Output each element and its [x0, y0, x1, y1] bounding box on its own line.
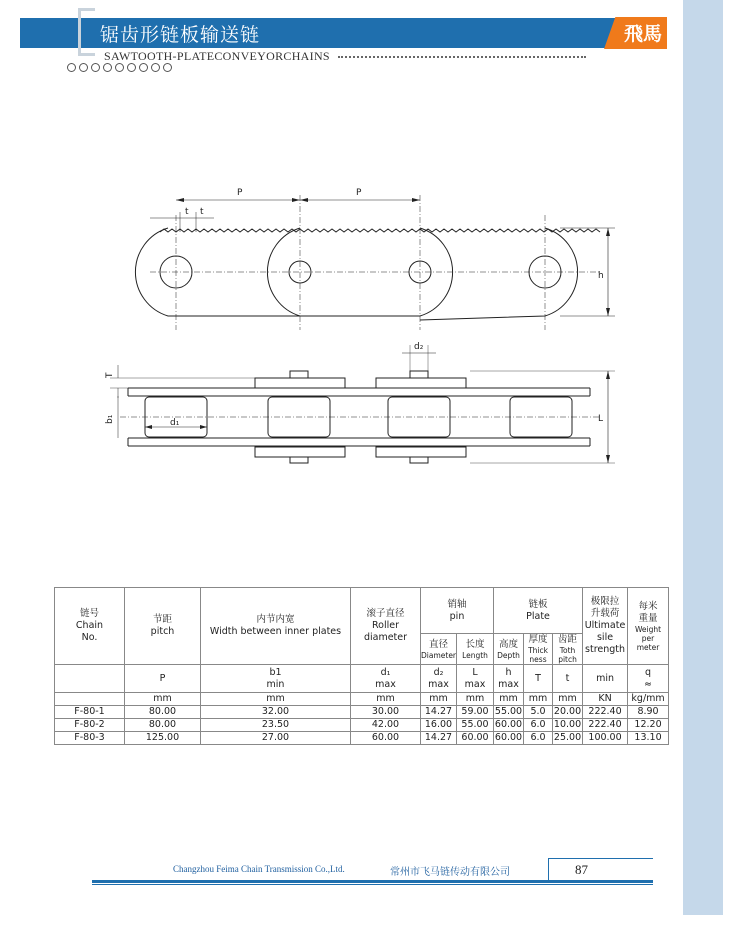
plate-depth-header: 高度 Depth: [494, 634, 524, 665]
table-row: F-80-3 125.00 27.00 60.00 14.27 60.00 60.00 6.0 25.00 100.00 13.10: [55, 732, 669, 745]
outer-plate-bottom: [376, 447, 466, 457]
top-view: [105, 342, 615, 463]
chain-no-header: 链号 Chain No.: [55, 588, 125, 665]
pin-head: [290, 457, 308, 463]
sawtooth-edge: [160, 229, 600, 232]
unit-cell: mm: [351, 693, 421, 706]
depth-label: h: [598, 271, 604, 281]
pin-length-label: L: [598, 414, 604, 424]
symbol-cell: [55, 665, 125, 693]
page-subtitle: SAWTOOTH-PLATECONVEYORCHAINS: [104, 49, 330, 63]
strength-header: 极限拉 升载荷 Ultimate sile strength: [583, 588, 628, 665]
symbol-cell: d₁ max: [351, 665, 421, 693]
unit-cell: mm: [421, 693, 457, 706]
symbol-cell: d₂ max: [421, 665, 457, 693]
brand-logo: 飛馬: [624, 23, 663, 45]
symbol-cell: t: [553, 665, 583, 693]
plate-header: 链板 Plate: [494, 588, 583, 634]
page-number: 87: [575, 862, 588, 877]
roller-diameter-label: d₁: [170, 418, 180, 428]
outer-plate-top: [376, 378, 466, 388]
table-row: F-80-2 80.00 23.50 42.00 16.00 55.00 60.00 6.0 10.00 222.40 12.20: [55, 719, 669, 732]
unit-cell: mm: [494, 693, 524, 706]
symbol-cell: P: [125, 665, 201, 693]
footer-company-cn: 常州市飞马链传动有限公司: [390, 867, 510, 878]
inner-width-label: b₁: [105, 414, 115, 424]
thickness-label: T: [105, 372, 115, 378]
width-header: 内节内宽 Width between inner plates: [201, 588, 351, 665]
symbol-cell: b1 min: [201, 665, 351, 693]
pin-diameter-header: 直径 Diameter: [421, 634, 457, 665]
unit-cell: KN: [583, 693, 628, 706]
pitch-label: P: [356, 188, 362, 198]
symbol-cell: min: [583, 665, 628, 693]
symbol-cell: L max: [457, 665, 494, 693]
tooth-pitch-label: t: [200, 207, 204, 217]
pin-diameter-label: d₂: [414, 342, 424, 352]
side-view: [135, 188, 615, 330]
pin-head: [410, 457, 428, 463]
tooth-pitch-label: t: [185, 207, 189, 217]
page-title: 锯齿形链板输送链: [100, 24, 261, 46]
unit-cell: kg/mm: [628, 693, 669, 706]
table-row: F-80-1 80.00 32.00 30.00 14.27 59.00 55.00 5.0 20.00 222.40 8.90: [55, 706, 669, 719]
page-number-box: [548, 858, 653, 881]
plate-thick-header: 厚度 Thick ness: [524, 634, 553, 665]
unit-cell: [55, 693, 125, 706]
pin-header: 销轴 pin: [421, 588, 494, 634]
symbol-cell: h max: [494, 665, 524, 693]
footer-rule-thin: [92, 884, 653, 885]
plate-tooth-header: 齿距 Toth pitch: [553, 634, 583, 665]
unit-cell: mm: [125, 693, 201, 706]
unit-cell: mm: [553, 693, 583, 706]
symbol-cell: T: [524, 665, 553, 693]
footer-rule: [92, 880, 653, 883]
spec-table: [54, 587, 669, 745]
weight-header: 每米 重量 Weight per meter: [628, 588, 669, 665]
roller-header: 滚子直径 Roller diameter: [351, 588, 421, 665]
pin-head: [410, 371, 428, 378]
pin-length-header: 长度 Length: [457, 634, 494, 665]
outer-plate-right: [420, 228, 578, 320]
pitch-header: 节距 pitch: [125, 588, 201, 665]
unit-cell: mm: [201, 693, 351, 706]
unit-cell: mm: [524, 693, 553, 706]
pitch-label: P: [237, 188, 243, 198]
unit-cell: mm: [457, 693, 494, 706]
pin-head: [290, 371, 308, 378]
outer-plate-bottom: [255, 447, 345, 457]
symbol-cell: q ≈: [628, 665, 669, 693]
footer-company-en: Changzhou Feima Chain Transmission Co.,Ltd.: [173, 864, 345, 874]
outer-plate-top: [255, 378, 345, 388]
